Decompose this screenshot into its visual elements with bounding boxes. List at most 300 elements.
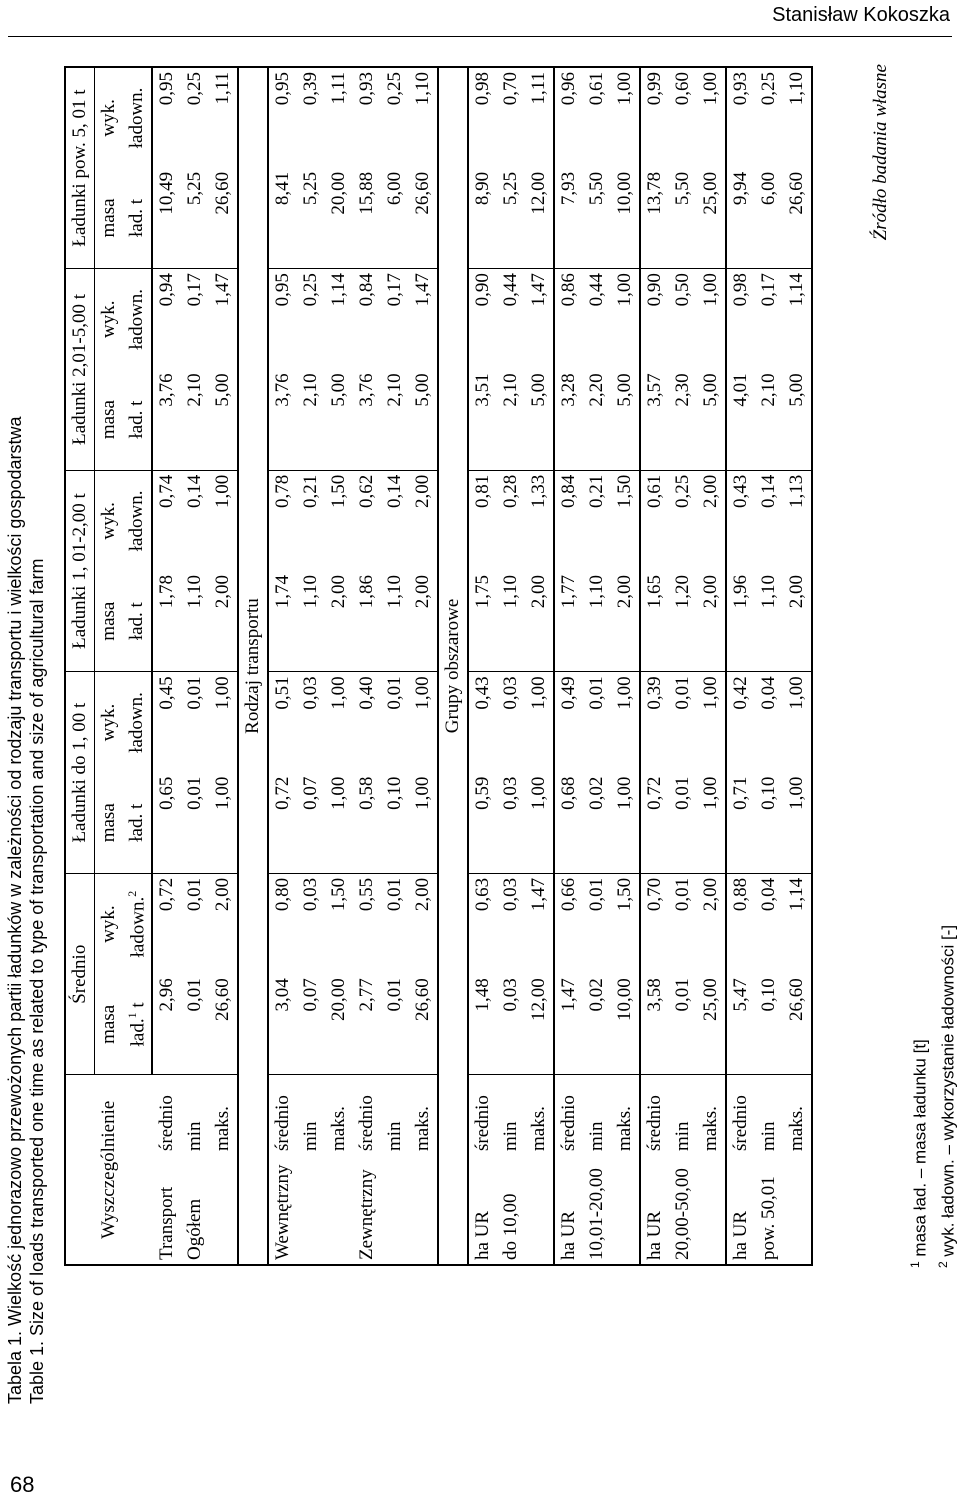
table-row [669, 67, 697, 1265]
table-cell: 2,00 [783, 571, 812, 672]
table-cell: 1,86 [353, 571, 381, 672]
table-row [583, 67, 611, 1265]
subheader-bottom-9 [123, 67, 152, 168]
section-rodzaj-transportu [238, 67, 268, 1265]
table-cell: 1,47 [412, 273, 433, 307]
table-cell: 0,04 [758, 676, 779, 710]
subheader-top-6: masa [95, 369, 124, 470]
footnote-2 [932, 925, 960, 1268]
footnotes [904, 925, 959, 1268]
table-cell: 1,00 [212, 676, 233, 710]
table-cell: 6,00 [381, 168, 409, 269]
row-stat-label: średnio [554, 1075, 583, 1155]
table-cell: 25,00 [697, 974, 726, 1075]
table-cell: 0,43 [472, 676, 493, 710]
table-cell: 1,00 [786, 676, 807, 710]
subheader-top-8: masa [95, 168, 124, 269]
table-cell: 1,65 [640, 571, 669, 672]
table-cell: 0,42 [730, 676, 751, 710]
subheader-bottom-text: ładown. [126, 692, 147, 753]
page-number: 68 [10, 1472, 35, 1497]
table-cell: 0,17 [384, 273, 405, 307]
table-cell: 5,00 [409, 369, 438, 470]
row-stat-label: średnio [726, 1075, 755, 1155]
table-cell: 0,81 [472, 474, 493, 508]
table-cell: 3,04 [268, 974, 297, 1075]
table-cell: 0,44 [586, 273, 607, 307]
table-cell: 1,10 [412, 72, 433, 106]
table-cell: 1,00 [697, 269, 726, 370]
table-cell: 0,68 [554, 773, 583, 874]
source-note: Źródło badania własne [870, 64, 891, 241]
table-cell: 2,30 [669, 369, 697, 470]
table-cell: 0,01 [586, 676, 607, 710]
row-stat-label: maks. [611, 1075, 640, 1155]
row-category-label [783, 1155, 812, 1265]
table-cell: 1,00 [611, 773, 640, 874]
table-cell: 0,90 [472, 273, 493, 307]
table-cell: 0,21 [586, 474, 607, 508]
table-cell: 0,70 [500, 72, 521, 106]
table-cell: 0,25 [672, 474, 693, 508]
table-cell: 2,10 [755, 369, 783, 470]
table-cell: 0,03 [497, 773, 525, 874]
table-row [181, 67, 209, 1265]
row-stat-label: średnio [268, 1075, 297, 1155]
row-category-label: ha UR [644, 1210, 665, 1260]
table-cell: 1,47 [554, 974, 583, 1075]
table-cell: 0,60 [672, 72, 693, 106]
table-cell: 0,99 [644, 72, 665, 106]
table-cell: 0,98 [472, 72, 493, 106]
row-stat-label: maks. [783, 1075, 812, 1155]
table-cell: 0,95 [272, 273, 293, 307]
subheader-bottom-suffix: t [127, 1002, 149, 1013]
footnote-ref-2: 2 [124, 890, 139, 897]
table-cell: 2,00 [525, 571, 554, 672]
table-cell: 1,75 [468, 571, 497, 672]
table-cell: 2,00 [209, 571, 238, 672]
row-stat-label: maks. [209, 1075, 238, 1155]
table-row [497, 67, 525, 1265]
table-cell: 2,00 [212, 877, 233, 912]
table-cell: 3,76 [268, 369, 297, 470]
table-cell: 26,60 [409, 974, 438, 1075]
table-row [554, 67, 583, 1265]
table-cell: 1,10 [497, 571, 525, 672]
row-category-label [611, 1155, 640, 1265]
row-stat-label: maks. [525, 1075, 554, 1155]
header-wyszczegolnienie: Wyszczególnienie [65, 1075, 152, 1265]
table-cell: 3,76 [152, 369, 181, 470]
table-cell: 5,00 [783, 369, 812, 470]
row-category-label [209, 1155, 238, 1265]
table-cell: 1,00 [525, 773, 554, 874]
table-cell: 0,93 [356, 72, 377, 106]
table-cell: 2,10 [297, 369, 325, 470]
table-row [468, 67, 497, 1265]
table-cell: 2,00 [412, 474, 433, 508]
subheader-bottom-5 [123, 470, 152, 571]
group-header-1-2t: Ładunki 1, 01-2,00 t [65, 470, 95, 672]
table-cell: 2,00 [697, 571, 726, 672]
subheader-top-4: masa [95, 571, 124, 672]
table-row [209, 67, 238, 1265]
table-cell: 0,84 [558, 474, 579, 508]
table-cell: 0,04 [758, 877, 779, 912]
table-cell: 5,25 [181, 168, 209, 269]
table-cell: 2,77 [353, 974, 381, 1075]
table-cell: 0,72 [640, 773, 669, 874]
table-row [325, 67, 353, 1265]
row-stat-label: średnio [640, 1075, 669, 1155]
table-cell: 1,00 [611, 672, 640, 773]
table-cell: 5,00 [209, 369, 238, 470]
row-stat-label: maks. [325, 1075, 353, 1155]
table-cell: 2,00 [412, 877, 433, 912]
table-cell: 13,78 [640, 168, 669, 269]
table-cell: 5,00 [611, 369, 640, 470]
table-cell: 1,00 [325, 773, 353, 874]
table-cell: 3,58 [640, 974, 669, 1075]
table-cell: 1,11 [212, 72, 233, 105]
table-row [640, 67, 669, 1265]
table-cell: 0,59 [468, 773, 497, 874]
row-stat-label: średnio [353, 1075, 381, 1155]
table-cell: 5,47 [726, 974, 755, 1075]
table-cell: 0,01 [184, 676, 205, 710]
row-category-label: 10,01-20,00 [586, 1168, 607, 1260]
table-cell: 26,60 [783, 168, 812, 269]
table-cell: 0,90 [644, 273, 665, 307]
table-titles [4, 417, 48, 1405]
table-cell: 0,39 [300, 72, 321, 106]
table-cell: 1,10 [181, 571, 209, 672]
table-cell: 0,03 [497, 974, 525, 1075]
table-cell: 1,20 [669, 571, 697, 672]
table-cell: 5,00 [525, 369, 554, 470]
table-cell: 25,00 [697, 168, 726, 269]
table-cell: 0,01 [381, 974, 409, 1075]
table-cell: 1,50 [611, 470, 640, 571]
row-stat-label: maks. [409, 1075, 438, 1155]
table-cell: 0,02 [583, 773, 611, 874]
table-cell: 0,03 [300, 877, 321, 912]
table-cell: 1,00 [697, 773, 726, 874]
row-stat-label: min [669, 1075, 697, 1155]
table-cell: 1,14 [786, 273, 807, 307]
subheader-bottom-text: ładown. [126, 288, 147, 350]
table-cell: 0,10 [381, 773, 409, 874]
table-cell: 5,50 [583, 168, 611, 269]
table-cell: 0,50 [672, 273, 693, 307]
table-cell: 0,58 [353, 773, 381, 874]
table-cell: 1,50 [328, 474, 349, 508]
table-cell: 0,44 [500, 273, 521, 307]
row-category-label [525, 1155, 554, 1265]
table-cell: 0,49 [558, 676, 579, 710]
subheader-top-9: wyk. [98, 99, 119, 137]
subheader-bottom-1 [123, 873, 152, 974]
subheader-bottom-2 [123, 773, 152, 874]
table-cell: 3,76 [353, 369, 381, 470]
row-category-label [697, 1155, 726, 1265]
table-cell: 0,74 [156, 474, 177, 508]
table-cell: 9,94 [726, 168, 755, 269]
table-title-en: Table 1. Size of loads transported one time as related to type of transportation and size of agricultural farm [27, 558, 47, 1404]
table-cell: 1,00 [209, 773, 238, 874]
subheader-bottom-text: ładown. [127, 896, 149, 958]
footnote-1-text: masa ład. – masa ładunku [t] [910, 1039, 930, 1257]
table-cell: 0,01 [669, 773, 697, 874]
table-cell: 0,03 [300, 676, 321, 710]
table-cell: 0,39 [644, 676, 665, 710]
subheader-top-7: wyk. [98, 300, 119, 339]
table-cell: 0,21 [300, 474, 321, 508]
row-stat-label: min [755, 1075, 783, 1155]
table-cell: 1,13 [786, 474, 807, 508]
row-category-label [381, 1155, 409, 1265]
table-cell: 1,10 [381, 571, 409, 672]
table-cell: 0,03 [500, 877, 521, 912]
subheader-bottom-4 [123, 571, 152, 672]
table-row [697, 67, 726, 1265]
group-header-pow-5t: Ładunki pow. 5, 01 t [65, 67, 95, 269]
table-cell: 0,80 [272, 877, 293, 912]
subheader-top-0: masa [95, 974, 124, 1075]
table-cell: 0,01 [672, 676, 693, 710]
row-stat-label: średnio [468, 1075, 497, 1155]
table-cell: 1,00 [212, 474, 233, 508]
subheader-bottom-text: ład. t [126, 198, 147, 237]
subheader-bottom-6 [123, 369, 152, 470]
table-cell: 6,00 [755, 168, 783, 269]
table-cell: 0,01 [181, 773, 209, 874]
table-cell: 0,55 [356, 877, 377, 912]
table-cell: 5,50 [669, 168, 697, 269]
subheader-bottom-text: ładown. [126, 87, 147, 149]
table-cell: 1,96 [726, 571, 755, 672]
table-cell: 4,01 [726, 369, 755, 470]
table-cell: 0,70 [644, 877, 665, 912]
row-category-label: do 10,00 [500, 1193, 521, 1260]
table-cell: 2,10 [381, 369, 409, 470]
row-category-label: pow. 50,01 [758, 1176, 779, 1260]
subheader-top-2: masa [95, 773, 124, 874]
table-cell: 0,98 [730, 273, 751, 307]
table-row [783, 67, 812, 1265]
table-cell: 1,00 [783, 773, 812, 874]
table-cell: 1,78 [152, 571, 181, 672]
subheader-bottom-text: ład. [127, 1018, 149, 1047]
table-cell: 1,14 [328, 273, 349, 307]
table-cell: 26,60 [409, 168, 438, 269]
group-header-2-5t: Ładunki 2,01-5,00 t [65, 269, 95, 471]
table-row [297, 67, 325, 1265]
table-cell: 0,01 [184, 877, 205, 912]
table-cell: 1,00 [525, 672, 554, 773]
table-cell: 0,01 [384, 877, 405, 912]
table-cell: 20,00 [325, 168, 353, 269]
table-cell: 0,01 [384, 676, 405, 710]
table-cell: 0,02 [583, 974, 611, 1075]
subheader-bottom-7 [123, 269, 152, 370]
group-header-srednio: Średnio [65, 873, 95, 1075]
table-cell: 3,57 [640, 369, 669, 470]
table-cell: 0,01 [672, 877, 693, 912]
subheader-bottom-0 [123, 974, 152, 1075]
table-cell: 0,51 [272, 676, 293, 710]
table-row [381, 67, 409, 1265]
table-cell: 2,10 [497, 369, 525, 470]
table-cell: 0,71 [726, 773, 755, 874]
table-cell: 5,00 [697, 369, 726, 470]
subheader-bottom-3 [123, 672, 152, 773]
table-cell: 1,00 [611, 269, 640, 370]
table-cell: 8,90 [468, 168, 497, 269]
table-cell: 0,07 [297, 974, 325, 1075]
table-cell: 0,07 [297, 773, 325, 874]
table-cell: 12,00 [525, 168, 554, 269]
table-cell: 1,48 [468, 974, 497, 1075]
table-cell: 0,96 [558, 72, 579, 106]
table-row [353, 67, 381, 1265]
table-cell: 0,61 [644, 474, 665, 508]
table-cell: 1,00 [697, 672, 726, 773]
table-cell: 0,43 [730, 474, 751, 508]
row-category-label: ha UR [472, 1210, 493, 1260]
table-cell: 2,00 [409, 571, 438, 672]
table-cell: 0,10 [755, 773, 783, 874]
subheader-top-5: wyk. [98, 502, 119, 540]
table-title-pl: Tabela 1. Wielkość jednorazowo przewożonych partii ładunków w zależności od rodzaju transportu i wielkości gospodarstwa [5, 416, 25, 1404]
table-cell: 1,10 [786, 72, 807, 106]
table-cell: 7,93 [554, 168, 583, 269]
table-cell: 2,00 [325, 571, 353, 672]
row-category-label: Zewnętrzny [356, 1169, 377, 1260]
row-category-label [297, 1155, 325, 1265]
table-cell: 0,94 [156, 273, 177, 307]
table-cell: 0,93 [730, 72, 751, 106]
table-cell: 0,72 [156, 877, 177, 912]
row-stat-label: min [297, 1075, 325, 1155]
table-cell: 0,17 [758, 273, 779, 307]
footnote-1-mark: 1 [908, 1261, 922, 1268]
table-cell: 2,20 [583, 369, 611, 470]
table-cell: 10,00 [611, 168, 640, 269]
table-cell: 0,63 [472, 877, 493, 912]
table-cell: 1,10 [297, 571, 325, 672]
table-cell: 10,00 [611, 974, 640, 1075]
row-stat-label: min [381, 1075, 409, 1155]
table-cell: 5,25 [497, 168, 525, 269]
table-cell: 3,51 [468, 369, 497, 470]
table-cell: 0,66 [558, 877, 579, 912]
table-row [409, 67, 438, 1265]
table-cell: 0,14 [384, 474, 405, 508]
table-cell: 2,00 [611, 571, 640, 672]
table-cell: 0,25 [184, 72, 205, 106]
table-cell: 1,11 [525, 67, 554, 168]
subheader-top-3: wyk. [98, 703, 119, 742]
table-cell: 1,10 [583, 571, 611, 672]
subheader-bottom-text: ład. t [126, 803, 147, 842]
table-cell: 26,60 [783, 974, 812, 1075]
table-cell: 0,45 [156, 676, 177, 710]
table-cell: 10,49 [152, 168, 181, 269]
table-cell: 1,50 [328, 877, 349, 912]
row-stat-label: min [583, 1075, 611, 1155]
table-cell: 5,25 [297, 168, 325, 269]
section-rodzaj-transportu-label: Rodzaj transportu [238, 67, 268, 1265]
row-category-label: 20,00-50,00 [672, 1168, 693, 1260]
row-stat-label: średnio [152, 1075, 181, 1155]
table-cell: 1,47 [212, 273, 233, 307]
table-cell: 1,10 [755, 571, 783, 672]
table-cell: 0,10 [755, 974, 783, 1075]
table-cell: 0,25 [758, 72, 779, 106]
table-cell: 1,11 [328, 72, 349, 105]
table-cell: 0,40 [356, 676, 377, 710]
table-cell: 26,60 [209, 974, 238, 1075]
table-cell: 1,50 [611, 873, 640, 974]
table-cell: 0,84 [356, 273, 377, 307]
table-row [268, 67, 297, 1265]
table-cell: 1,77 [554, 571, 583, 672]
table-cell: 0,28 [500, 474, 521, 508]
table-cell: 0,25 [384, 72, 405, 106]
table-cell: 0,72 [268, 773, 297, 874]
table-cell: 0,17 [184, 273, 205, 307]
table-cell: 0,14 [758, 474, 779, 508]
table-cell: 0,86 [558, 273, 579, 307]
footnote-2-text: wyk. ładown. – wykorzystanie ładowności [-] [938, 924, 958, 1257]
row-category-label: ha UR [558, 1210, 579, 1260]
table-cell: 0,78 [272, 474, 293, 508]
table-cell: 0,25 [300, 273, 321, 307]
table-cell: 20,00 [325, 974, 353, 1075]
table-cell: 5,00 [325, 369, 353, 470]
table-cell: 0,62 [356, 474, 377, 508]
table-cell: 3,28 [554, 369, 583, 470]
row-category-label: Transport [155, 1186, 177, 1260]
row-category-label: ha UR [730, 1210, 751, 1260]
table-cell: 0,95 [156, 72, 177, 106]
table-cell: 0,14 [184, 474, 205, 508]
table-cell: 1,00 [697, 67, 726, 168]
row-category-label [325, 1155, 353, 1265]
table-row [726, 67, 755, 1265]
row-category-label [409, 1155, 438, 1265]
table-cell: 1,47 [525, 873, 554, 974]
table-cell: 1,47 [525, 269, 554, 370]
table-cell: 0,01 [586, 877, 607, 912]
table-cell: 12,00 [525, 974, 554, 1075]
row-stat-label: min [497, 1075, 525, 1155]
data-table [64, 66, 813, 1266]
subheader-bottom-8 [123, 168, 152, 269]
table-cell: 2,96 [152, 974, 181, 1075]
section-grupy-obszarowe-label: Grupy obszarowe [438, 67, 468, 1265]
table-cell: 0,95 [272, 72, 293, 106]
subheader-bottom-text: ład. t [126, 602, 147, 641]
row-stat-label: maks. [697, 1075, 726, 1155]
table-cell: 1,00 [409, 773, 438, 874]
footnote-2-mark: 2 [935, 1261, 950, 1268]
table-cell: 0,61 [586, 72, 607, 106]
table-row [525, 67, 554, 1265]
table-cell: 8,41 [268, 168, 297, 269]
